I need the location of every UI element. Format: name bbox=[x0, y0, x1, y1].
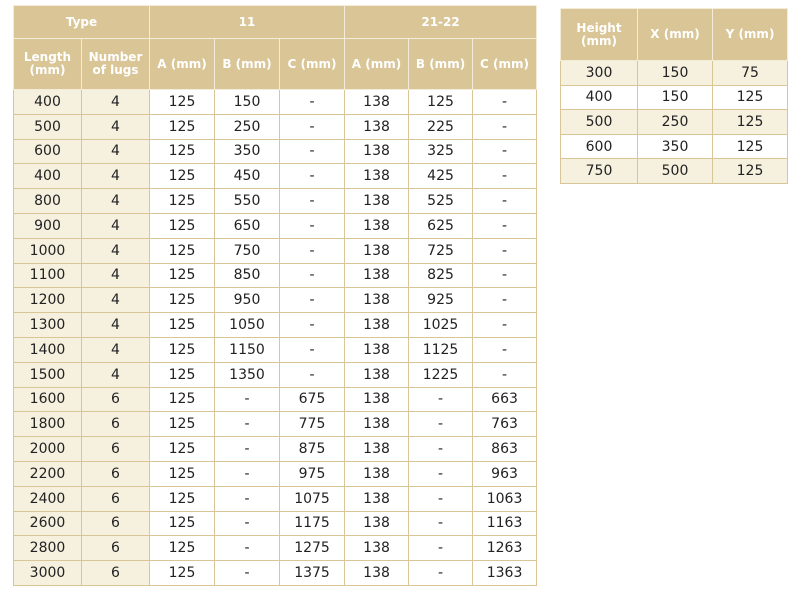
table-cell: 125 bbox=[713, 85, 788, 110]
table-cell: 550 bbox=[215, 189, 280, 214]
table-cell: 125 bbox=[150, 387, 215, 412]
header-y: Y (mm) bbox=[713, 9, 788, 61]
table-row bbox=[14, 337, 537, 362]
table-cell: 125 bbox=[150, 164, 215, 189]
table-cell: 4 bbox=[82, 164, 150, 189]
table-cell: 1025 bbox=[409, 313, 473, 338]
header-height: Height (mm) bbox=[561, 9, 638, 61]
side-table-header-row bbox=[561, 9, 788, 61]
table-cell: - bbox=[473, 189, 537, 214]
table-cell: - bbox=[215, 511, 280, 536]
header-x: X (mm) bbox=[638, 9, 713, 61]
table-row bbox=[14, 263, 537, 288]
table-cell: - bbox=[473, 213, 537, 238]
table-cell: 138 bbox=[345, 90, 409, 115]
table-cell: 138 bbox=[345, 536, 409, 561]
table-cell: 1300 bbox=[14, 313, 82, 338]
table-cell: 4 bbox=[82, 337, 150, 362]
table-cell: 150 bbox=[215, 90, 280, 115]
table-cell: 125 bbox=[150, 238, 215, 263]
table-cell: 763 bbox=[473, 412, 537, 437]
table-cell: 3000 bbox=[14, 561, 82, 586]
table-cell: - bbox=[473, 164, 537, 189]
table-cell: 4 bbox=[82, 189, 150, 214]
table-cell: 1275 bbox=[280, 536, 345, 561]
table-cell: - bbox=[473, 337, 537, 362]
table-cell: 6 bbox=[82, 387, 150, 412]
table-cell: 150 bbox=[638, 61, 713, 86]
table-cell: 925 bbox=[409, 288, 473, 313]
table-cell: - bbox=[473, 238, 537, 263]
table-row bbox=[14, 437, 537, 462]
table-cell: 150 bbox=[638, 85, 713, 110]
table-cell: 1150 bbox=[215, 337, 280, 362]
table-cell: 1163 bbox=[473, 511, 537, 536]
table-cell: 750 bbox=[215, 238, 280, 263]
table-cell: 1063 bbox=[473, 486, 537, 511]
table-cell: 225 bbox=[409, 114, 473, 139]
table-cell: 4 bbox=[82, 238, 150, 263]
table-cell: 138 bbox=[345, 164, 409, 189]
table-cell: - bbox=[280, 263, 345, 288]
table-row bbox=[561, 110, 788, 135]
table-cell: 1225 bbox=[409, 362, 473, 387]
table-cell: - bbox=[280, 213, 345, 238]
table-cell: 500 bbox=[638, 159, 713, 184]
radiator-dimensions-table bbox=[13, 5, 537, 586]
main-table-sub-header-row bbox=[14, 39, 537, 90]
table-cell: 750 bbox=[561, 159, 638, 184]
header-11-b: B (mm) bbox=[215, 39, 280, 90]
table-cell: 1600 bbox=[14, 387, 82, 412]
table-cell: - bbox=[409, 461, 473, 486]
table-row bbox=[14, 189, 537, 214]
table-cell: - bbox=[473, 139, 537, 164]
table-cell: 125 bbox=[150, 139, 215, 164]
table-cell: 950 bbox=[215, 288, 280, 313]
table-cell: 2000 bbox=[14, 437, 82, 462]
table-cell: 138 bbox=[345, 461, 409, 486]
table-cell: 138 bbox=[345, 189, 409, 214]
table-cell: 138 bbox=[345, 511, 409, 536]
table-cell: 675 bbox=[280, 387, 345, 412]
table-row bbox=[14, 412, 537, 437]
table-cell: - bbox=[280, 189, 345, 214]
table-row bbox=[561, 134, 788, 159]
table-cell: 4 bbox=[82, 90, 150, 115]
bracket-position-table bbox=[560, 8, 788, 184]
table-cell: 125 bbox=[150, 189, 215, 214]
table-cell: 425 bbox=[409, 164, 473, 189]
table-cell: 125 bbox=[150, 213, 215, 238]
table-cell: - bbox=[473, 90, 537, 115]
table-cell: 125 bbox=[150, 263, 215, 288]
table-cell: 138 bbox=[345, 238, 409, 263]
table-cell: 650 bbox=[215, 213, 280, 238]
table-cell: 1375 bbox=[280, 561, 345, 586]
table-cell: 138 bbox=[345, 412, 409, 437]
table-cell: 2200 bbox=[14, 461, 82, 486]
table-cell: 4 bbox=[82, 313, 150, 338]
table-cell: 600 bbox=[561, 134, 638, 159]
table-cell: 2600 bbox=[14, 511, 82, 536]
table-cell: 1800 bbox=[14, 412, 82, 437]
header-21-22-c: C (mm) bbox=[473, 39, 537, 90]
table-cell: 1175 bbox=[280, 511, 345, 536]
table-cell: 6 bbox=[82, 461, 150, 486]
header-21-22-b: B (mm) bbox=[409, 39, 473, 90]
table-cell: - bbox=[280, 139, 345, 164]
table-cell: 250 bbox=[215, 114, 280, 139]
table-cell: 1100 bbox=[14, 263, 82, 288]
table-cell: - bbox=[215, 486, 280, 511]
table-row bbox=[14, 238, 537, 263]
table-cell: 125 bbox=[713, 134, 788, 159]
table-row bbox=[14, 387, 537, 412]
header-length: Length (mm) bbox=[14, 39, 82, 90]
table-cell: 2800 bbox=[14, 536, 82, 561]
table-cell: 125 bbox=[150, 337, 215, 362]
table-cell: 125 bbox=[150, 437, 215, 462]
table-cell: 125 bbox=[150, 511, 215, 536]
table-cell: 800 bbox=[14, 189, 82, 214]
table-cell: 138 bbox=[345, 337, 409, 362]
table-cell: 138 bbox=[345, 114, 409, 139]
table-cell: 500 bbox=[14, 114, 82, 139]
table-cell: 1400 bbox=[14, 337, 82, 362]
header-type: Type bbox=[14, 6, 150, 39]
table-cell: 1125 bbox=[409, 337, 473, 362]
table-cell: 6 bbox=[82, 437, 150, 462]
table-cell: 138 bbox=[345, 437, 409, 462]
table-cell: - bbox=[215, 536, 280, 561]
table-cell: 4 bbox=[82, 213, 150, 238]
table-cell: 138 bbox=[345, 362, 409, 387]
table-cell: 6 bbox=[82, 561, 150, 586]
table-cell: 775 bbox=[280, 412, 345, 437]
table-cell: 125 bbox=[150, 486, 215, 511]
table-row bbox=[14, 114, 537, 139]
table-cell: 1350 bbox=[215, 362, 280, 387]
table-cell: 4 bbox=[82, 288, 150, 313]
table-cell: 125 bbox=[150, 412, 215, 437]
table-cell: - bbox=[409, 437, 473, 462]
table-cell: - bbox=[473, 263, 537, 288]
table-cell: 850 bbox=[215, 263, 280, 288]
table-cell: - bbox=[215, 561, 280, 586]
table-cell: 1050 bbox=[215, 313, 280, 338]
table-cell: - bbox=[409, 511, 473, 536]
table-row bbox=[14, 511, 537, 536]
table-cell: 1363 bbox=[473, 561, 537, 586]
table-cell: 75 bbox=[713, 61, 788, 86]
table-cell: - bbox=[280, 238, 345, 263]
table-cell: 350 bbox=[215, 139, 280, 164]
table-row bbox=[14, 90, 537, 115]
table-cell: 1200 bbox=[14, 288, 82, 313]
table-cell: - bbox=[215, 461, 280, 486]
table-cell: 125 bbox=[409, 90, 473, 115]
table-cell: 725 bbox=[409, 238, 473, 263]
table-cell: 400 bbox=[14, 164, 82, 189]
table-cell: - bbox=[280, 288, 345, 313]
table-row bbox=[14, 213, 537, 238]
table-cell: 138 bbox=[345, 313, 409, 338]
table-cell: 6 bbox=[82, 536, 150, 561]
table-row bbox=[561, 61, 788, 86]
table-cell: - bbox=[280, 164, 345, 189]
table-cell: 125 bbox=[150, 90, 215, 115]
table-cell: 900 bbox=[14, 213, 82, 238]
table-cell: - bbox=[280, 90, 345, 115]
table-cell: 138 bbox=[345, 561, 409, 586]
table-cell: 875 bbox=[280, 437, 345, 462]
table-cell: 125 bbox=[150, 288, 215, 313]
table-row bbox=[14, 362, 537, 387]
table-cell: 300 bbox=[561, 61, 638, 86]
table-cell: - bbox=[409, 486, 473, 511]
table-cell: - bbox=[473, 313, 537, 338]
table-cell: 125 bbox=[150, 536, 215, 561]
header-11-c: C (mm) bbox=[280, 39, 345, 90]
table-cell: - bbox=[280, 114, 345, 139]
table-cell: 525 bbox=[409, 189, 473, 214]
table-cell: - bbox=[409, 536, 473, 561]
table-row bbox=[14, 139, 537, 164]
table-cell: 400 bbox=[14, 90, 82, 115]
table-cell: 138 bbox=[345, 139, 409, 164]
table-row bbox=[561, 85, 788, 110]
table-cell: 1500 bbox=[14, 362, 82, 387]
table-cell: - bbox=[280, 362, 345, 387]
table-cell: 125 bbox=[150, 114, 215, 139]
table-cell: 450 bbox=[215, 164, 280, 189]
table-cell: 400 bbox=[561, 85, 638, 110]
table-cell: 125 bbox=[150, 362, 215, 387]
table-cell: 6 bbox=[82, 511, 150, 536]
table-cell: 1263 bbox=[473, 536, 537, 561]
table-row bbox=[14, 164, 537, 189]
table-cell: 138 bbox=[345, 387, 409, 412]
table-cell: 138 bbox=[345, 486, 409, 511]
header-number-of-lugs: Number of lugs bbox=[82, 39, 150, 90]
table-cell: 1000 bbox=[14, 238, 82, 263]
table-cell: 125 bbox=[150, 461, 215, 486]
table-cell: 4 bbox=[82, 139, 150, 164]
table-cell: 125 bbox=[713, 110, 788, 135]
table-cell: 825 bbox=[409, 263, 473, 288]
table-cell: 6 bbox=[82, 486, 150, 511]
table-row bbox=[14, 536, 537, 561]
header-21-22-a: A (mm) bbox=[345, 39, 409, 90]
table-cell: 1075 bbox=[280, 486, 345, 511]
table-cell: 125 bbox=[713, 159, 788, 184]
table-cell: 2400 bbox=[14, 486, 82, 511]
table-cell: - bbox=[473, 114, 537, 139]
table-cell: - bbox=[280, 313, 345, 338]
table-cell: 4 bbox=[82, 114, 150, 139]
table-cell: 500 bbox=[561, 110, 638, 135]
table-cell: 625 bbox=[409, 213, 473, 238]
table-row bbox=[14, 561, 537, 586]
table-row bbox=[14, 313, 537, 338]
table-cell: 975 bbox=[280, 461, 345, 486]
table-cell: 138 bbox=[345, 263, 409, 288]
table-cell: 963 bbox=[473, 461, 537, 486]
table-cell: 138 bbox=[345, 213, 409, 238]
header-type-11: 11 bbox=[150, 6, 345, 39]
main-table-body bbox=[14, 90, 537, 586]
table-cell: - bbox=[215, 412, 280, 437]
table-cell: - bbox=[280, 337, 345, 362]
table-cell: - bbox=[409, 412, 473, 437]
table-row bbox=[14, 486, 537, 511]
header-11-a: A (mm) bbox=[150, 39, 215, 90]
table-cell: - bbox=[473, 362, 537, 387]
table-cell: 125 bbox=[150, 561, 215, 586]
table-row bbox=[14, 288, 537, 313]
table-cell: 6 bbox=[82, 412, 150, 437]
table-cell: 138 bbox=[345, 288, 409, 313]
table-cell: 4 bbox=[82, 263, 150, 288]
main-table-top-header-row bbox=[14, 6, 537, 39]
table-cell: - bbox=[409, 387, 473, 412]
table-cell: - bbox=[215, 387, 280, 412]
table-cell: 250 bbox=[638, 110, 713, 135]
table-cell: 350 bbox=[638, 134, 713, 159]
table-cell: 4 bbox=[82, 362, 150, 387]
table-cell: - bbox=[215, 437, 280, 462]
table-cell: 663 bbox=[473, 387, 537, 412]
table-cell: - bbox=[409, 561, 473, 586]
side-table-body bbox=[561, 61, 788, 184]
table-row bbox=[14, 461, 537, 486]
table-row bbox=[561, 159, 788, 184]
table-cell: 600 bbox=[14, 139, 82, 164]
table-cell: 325 bbox=[409, 139, 473, 164]
table-cell: 125 bbox=[150, 313, 215, 338]
table-cell: - bbox=[473, 288, 537, 313]
header-type-21-22: 21-22 bbox=[345, 6, 537, 39]
table-cell: 863 bbox=[473, 437, 537, 462]
